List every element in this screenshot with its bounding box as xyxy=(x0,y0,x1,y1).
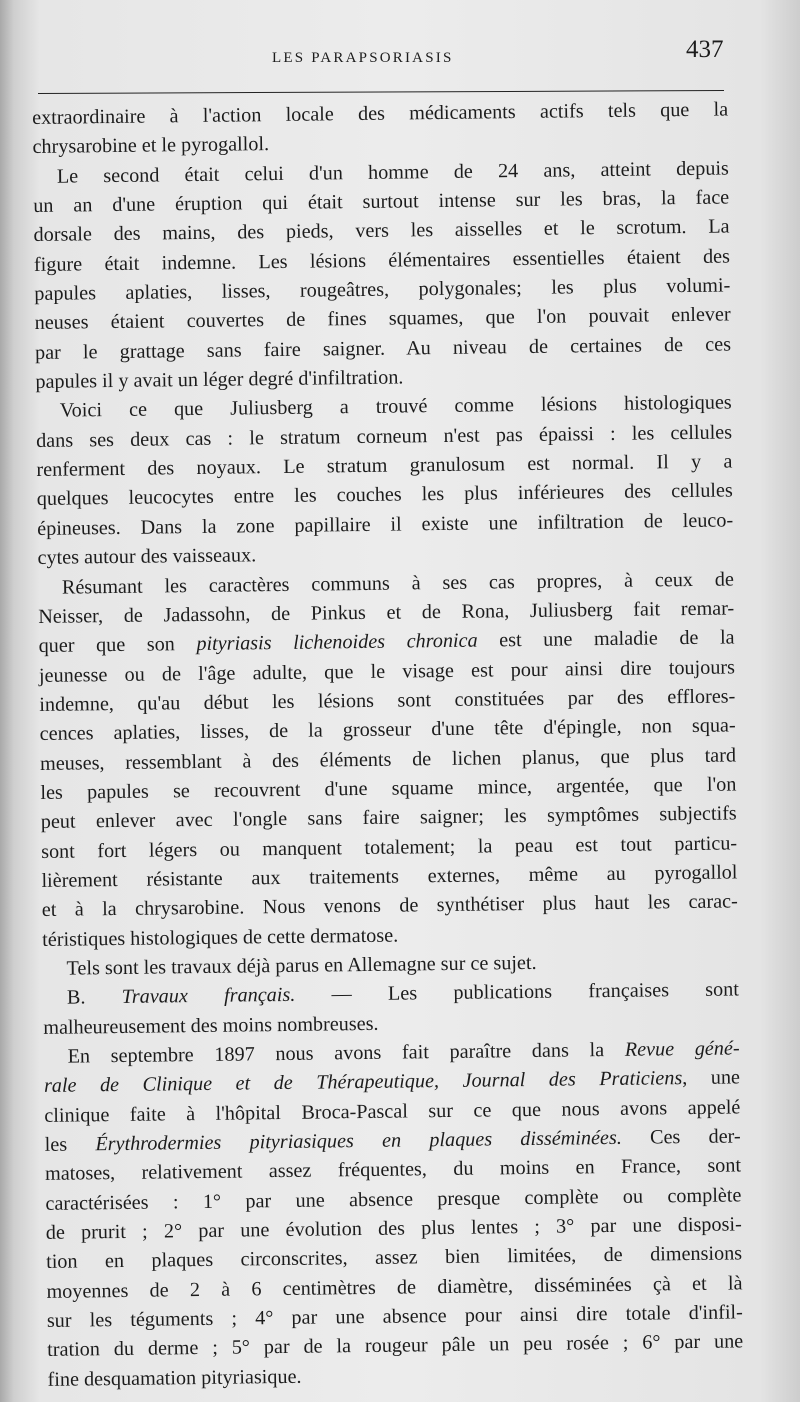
text-line: tion en plaques circonscrites, assez bien limitées, de dimensions xyxy=(46,1242,743,1274)
text-line: matoses, relativement assez fréquentes, du moins en France, sont xyxy=(44,1154,742,1186)
text-line: épineuses. Dans la zone papillaire il existe une infiltration de leuco- xyxy=(37,509,734,540)
text-line: et à la chrysarobine. Nous venons de synthétiser plus haut les carac- xyxy=(41,890,738,922)
text-line: jeunesse ou de l'âge adulte, que le visage est pour ainsi dire toujours xyxy=(38,655,736,687)
body-text xyxy=(32,95,744,1395)
text-line: papules aplaties, lisses, rougeâtres, polygonales; les plus volumi- xyxy=(34,274,731,306)
header-rule xyxy=(38,90,724,94)
text-segment: est une maladie de la xyxy=(477,626,735,652)
italic-title: Travaux français. xyxy=(121,984,296,1009)
text-line: chrysarobine et le pyrogallol. xyxy=(32,133,270,159)
text-line: sur les téguments ; 4° par une absence pour ainsi dire totale d'infil- xyxy=(46,1301,743,1333)
text-segment: , une xyxy=(682,1066,741,1090)
text-line: Le second était celui d'un homme de 24 ans, atteint depuis xyxy=(56,157,729,188)
page-number: 437 xyxy=(686,36,724,63)
text-segment: Ces der- xyxy=(621,1125,741,1149)
text-line: meuses, ressemblant à des éléments de lichen planus, que plus tard xyxy=(39,744,737,775)
text-segment: En septembre 1897 nous avons fait paraître dans la xyxy=(67,1038,625,1068)
text-line: malheureusement des moins nombreuses. xyxy=(43,1012,379,1039)
text-line: peut enlever avec l'ongle sans faire saigner; les symptômes subjectifs xyxy=(40,802,737,834)
text-line: extraordinaire à l'action locale des médicaments actifs tels que la xyxy=(32,98,729,129)
text-line: tration du derme ; 5° par de la rougeur pâle un peu rosée ; 6° par une xyxy=(47,1330,744,1362)
text-line: sont fort légers ou manquent totalement; la peau est tout particu- xyxy=(40,832,738,863)
text-line: clinique faite à l'hôpital Broca-Pascal sur ce que nous avons appelé xyxy=(44,1096,741,1127)
text-line: de prurit ; 2° par une évolution des plus lentes ; 3° par une disposi- xyxy=(45,1213,742,1244)
text-segment: quer que son xyxy=(38,633,197,658)
text-line: quelques leucocytes entre les couches les plus inférieures des cellules xyxy=(36,479,733,511)
text-line: dorsale des mains, des pieds, vers les aisselles et le scrotum. La xyxy=(33,215,730,247)
text-line: par le grattage sans faire saigner. Au niveau de certaines de ces xyxy=(34,333,732,364)
text-line: caractérisées : 1° par une absence presque complète ou complète xyxy=(45,1184,742,1215)
text-line: indemne, qu'au début les lésions sont constituées par des efflores- xyxy=(39,685,736,716)
text-line: renferment des noyaux. Le stratum granulosum est normal. Il y a xyxy=(36,450,733,482)
text-line: un an d'une éruption qui était surtout intense sur les bras, la face xyxy=(33,186,730,218)
text-line: lièrement résistante aux traitements externes, même au pyrogallol xyxy=(41,861,738,892)
text-segment: B. xyxy=(66,986,122,1009)
text-line: téristiques histologiques de cette dermatose. xyxy=(42,924,399,951)
text-line: Tels sont les travaux déjà parus en Allemagne sur ce sujet. xyxy=(66,951,537,980)
italic-title: Érythrodermies pityriasiques en plaques disséminées. xyxy=(95,1126,622,1156)
text-line: moyennes de 2 à 6 centimètres de diamètre, disséminées çà et là xyxy=(46,1272,743,1303)
text-line: cences aplaties, lisses, de la grosseur d'une tête d'épingle, non squa- xyxy=(39,714,736,746)
running-head: LES PARAPSORIASIS xyxy=(272,50,454,66)
text-line: papules il y avait un léger degré d'infiltration. xyxy=(35,366,404,394)
text-line: les papules se recouvrent d'une squame mince, argentée, que l'on xyxy=(40,773,737,804)
text-line: neuses étaient couvertes de fines squames, que l'on pouvait enlever xyxy=(34,303,731,335)
text-line: Voici ce que Juliusberg a trouvé comme lésions histologiques xyxy=(59,391,732,423)
italic-title: rale de Clinique et de Thérapeutique, Journal des Praticiens xyxy=(43,1067,683,1098)
italic-title: pityriasis lichenoides chronica xyxy=(196,629,478,656)
text-line: fine desquamation pityriasique. xyxy=(47,1365,302,1391)
text-line: dans ses deux cas : le stratum corneum n'est pas épaissi : les cellules xyxy=(35,421,733,452)
text-line: figure était indemne. Les lésions élémentaires essentielles étaient des xyxy=(33,245,731,276)
text-segment: — Les publications françaises sont xyxy=(295,978,740,1007)
text-line: Neisser, de Jadassohn, de Pinkus et de Rona, Juliusberg fait remar- xyxy=(38,597,735,628)
text-line: cytes autour des vaisseaux. xyxy=(37,544,257,570)
text-segment: les xyxy=(44,1133,96,1156)
italic-title: Revue géné- xyxy=(624,1037,740,1061)
text-line: Résumant les caractères communs à ses cas propres, à ceux de xyxy=(61,567,734,599)
